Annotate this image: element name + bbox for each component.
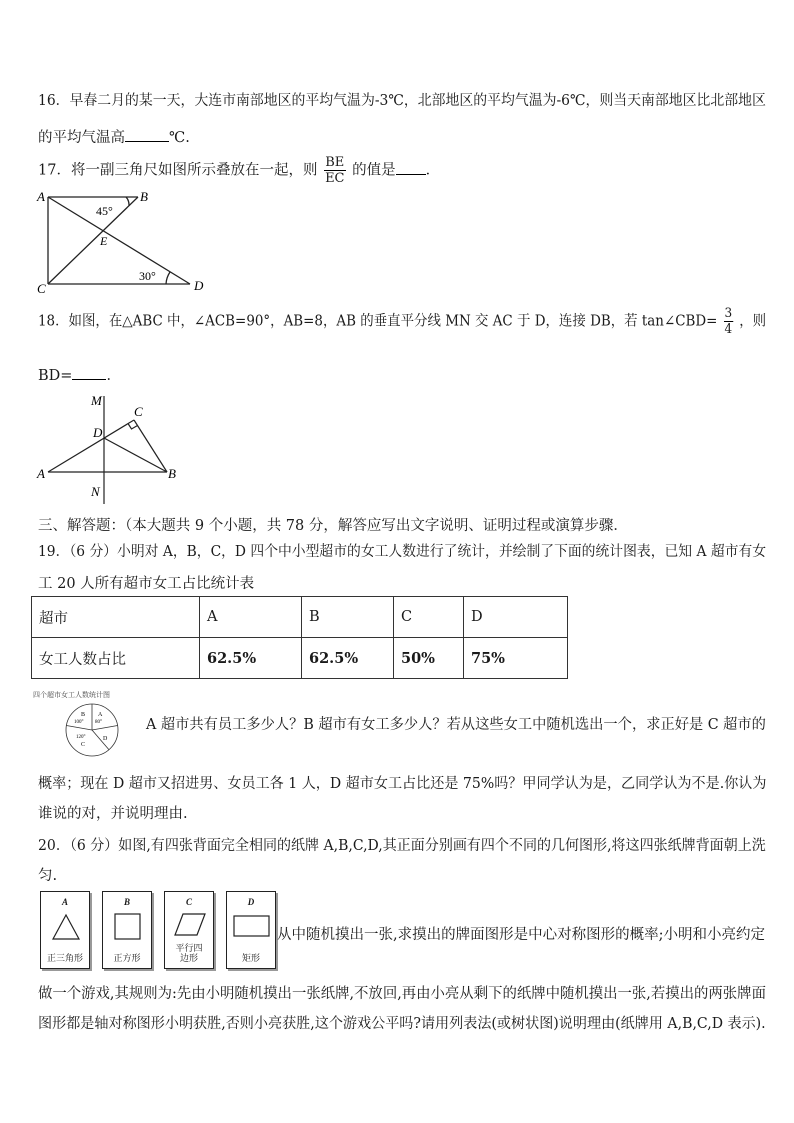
parallelogram-icon: [173, 911, 207, 939]
q18-fraction: [724, 306, 734, 337]
q18-text-end: ．: [106, 368, 121, 384]
q17-frac-num: BE: [325, 155, 345, 170]
q17-angle-arc-d: [166, 272, 170, 284]
q17-label-e: E: [100, 234, 108, 248]
q17-frac-den: EC: [325, 171, 345, 186]
q19-pie-label-a: A: [98, 712, 103, 718]
q19-line1: 19．（6 分）小明对 A，B，C，D 四个中小型超市的女工人数进行了统计，并绘制了下面的统计图表，已知 A 超市有女: [38, 544, 767, 560]
table-cell: 62.5%: [200, 638, 302, 679]
q17-label-a: A: [37, 189, 45, 204]
q19-pie-label-c: C: [81, 742, 86, 748]
q18-label-b: B: [168, 466, 176, 481]
q17-angle-arc-b: [126, 197, 129, 206]
q18-frac-den: 4: [724, 322, 733, 337]
q18-edge-cb: [134, 420, 167, 472]
q17-answer-blank: [396, 160, 426, 175]
card-a-letter: A: [61, 897, 68, 907]
card-c-name: 平行四 边形: [175, 944, 203, 964]
q18-label-m: M: [91, 393, 102, 408]
q18-label-n: N: [91, 484, 100, 499]
q17-angle-30: 30°: [139, 269, 156, 283]
q19-pie-divider: [92, 726, 118, 731]
q18-label-d: D: [93, 425, 103, 440]
q17-fraction: [324, 155, 345, 186]
q19-pie-divider: [66, 726, 92, 731]
q18-line1: [38, 306, 766, 337]
q17-angle-45: 45°: [96, 204, 113, 218]
card-d: [226, 891, 276, 969]
q20-line3: 从中随机摸出一张,求摸出的牌面图形是中心对称图形的概率;小明和小亮约定: [277, 927, 765, 943]
q20-line1: 20．（6 分）如图,有四张背面完全相同的纸牌 A,B,C,D,其正面分别画有四个不同的几何图形,将这四张纸牌背面朝上洗: [38, 838, 766, 854]
card-d-letter: D: [247, 897, 255, 907]
q19-pie-label-d: D: [103, 736, 108, 742]
card-b-name: 正方形: [113, 954, 141, 964]
table-cell: 75%: [464, 638, 568, 679]
q18-answer-blank: [72, 365, 106, 380]
q17-label-d: D: [194, 278, 204, 293]
q19-line3: A 超市共有员工多少人？B 超市有女工多少人？若从这些女工中随机选出一个，求正好是 C 超市的: [146, 717, 766, 733]
q17-label-c: C: [37, 281, 46, 296]
q18-text-bd: BD=: [38, 368, 73, 384]
q19-line4: 概率；现在 D 超市又招进男、女员工各 1 人，D 超市女工占比还是 75%吗？甲同学认为是，乙同学认为不是.你认为: [38, 776, 767, 792]
q16-answer-blank: [125, 127, 169, 142]
q20-line2: 匀.: [38, 868, 58, 884]
card-a-name: 正三角形: [46, 954, 83, 964]
q19-line2: 工 20 人所有超市女工占比统计表: [38, 576, 255, 592]
table-header-cell: C: [394, 597, 464, 638]
card-b: [102, 891, 152, 969]
table-header-cell: 超市: [32, 597, 200, 638]
q18-text-pre: 18．如图，在△ABC 中，∠ACB=90°，AB=8，AB 的垂直平分线 MN 交 AC 于 D，连接 DB，若 tan∠CBD=: [38, 313, 718, 330]
q17-edge-ad: [48, 197, 190, 284]
table-cell: 女工人数占比: [32, 638, 200, 679]
q19-pie-angle-a: 80°: [95, 720, 102, 725]
q19-pie-angle-b: 100°: [74, 720, 84, 725]
q19-pie-label-b: B: [81, 712, 86, 718]
table-row: [32, 597, 568, 638]
q18-text-post: ，则: [739, 313, 767, 330]
q19-pie-title: 四个超市女工人数统计图: [33, 691, 110, 699]
table-row: [32, 638, 568, 679]
table-cell: 62.5%: [302, 638, 394, 679]
q19-stats-table: [31, 596, 568, 679]
q18-figure: [34, 392, 180, 508]
card-c-letter: C: [185, 897, 192, 907]
q16-text-pre: 的平均气温高: [38, 130, 125, 146]
q17-text-end: ．: [425, 162, 441, 179]
q18-label-c: C: [134, 404, 143, 419]
q18-frac-num: 3: [724, 306, 733, 321]
q19-pie-chart: [62, 701, 122, 759]
q18-line2: [38, 364, 121, 385]
q16-line2: [38, 126, 190, 147]
q18-edge-ac: [48, 420, 134, 472]
q16-line1: 16．早春二月的某一天，大连市南部地区的平均气温为-3℃，北部地区的平均气温为-6℃，则当天南部地区比北部地区: [38, 93, 766, 109]
card-c: [164, 891, 214, 969]
table-header-cell: B: [302, 597, 394, 638]
q16-text-post: ℃.: [169, 130, 190, 146]
q17-text-post: 的值是: [352, 162, 396, 179]
q17-figure: [30, 186, 220, 298]
square-icon: [113, 912, 143, 942]
table-header-cell: D: [464, 597, 568, 638]
q20-line4: 做一个游戏,其规则为:先由小明随机摸出一张纸牌,不放回,再由小亮从剩下的纸牌中随机摸出一张,若摸出的两张牌面: [38, 986, 766, 1002]
section-3-heading: 三、解答题：（本大题共 9 个小题，共 78 分，解答应写出文字说明、证明过程或演算步骤．: [38, 518, 628, 534]
triangle-icon: [51, 912, 81, 942]
q18-label-a: A: [37, 466, 45, 481]
table-header-cell: A: [200, 597, 302, 638]
card-d-name: 矩形: [241, 954, 260, 964]
rectangle-icon: [232, 914, 272, 940]
table-cell: 50%: [394, 638, 464, 679]
q19-pie-angle-c: 120°: [76, 735, 86, 740]
q17-text-pre: 17．将一副三角尺如图所示叠放在一起，则: [38, 162, 318, 179]
q17-label-b: B: [140, 189, 148, 204]
q17-edge-cb: [48, 197, 138, 284]
card-b-letter: B: [123, 897, 130, 907]
q17-line: [38, 155, 440, 186]
card-a: [40, 891, 90, 969]
q20-line5: 图形都是轴对称图形小明获胜,否则小亮获胜,这个游戏公平吗?请用列表法(或树状图)说明理由(纸牌用 A,B,C,D 表示).: [38, 1016, 766, 1032]
q19-line5: 谁说的对，并说明理由.: [38, 806, 188, 822]
q18-edge-db: [104, 438, 167, 472]
